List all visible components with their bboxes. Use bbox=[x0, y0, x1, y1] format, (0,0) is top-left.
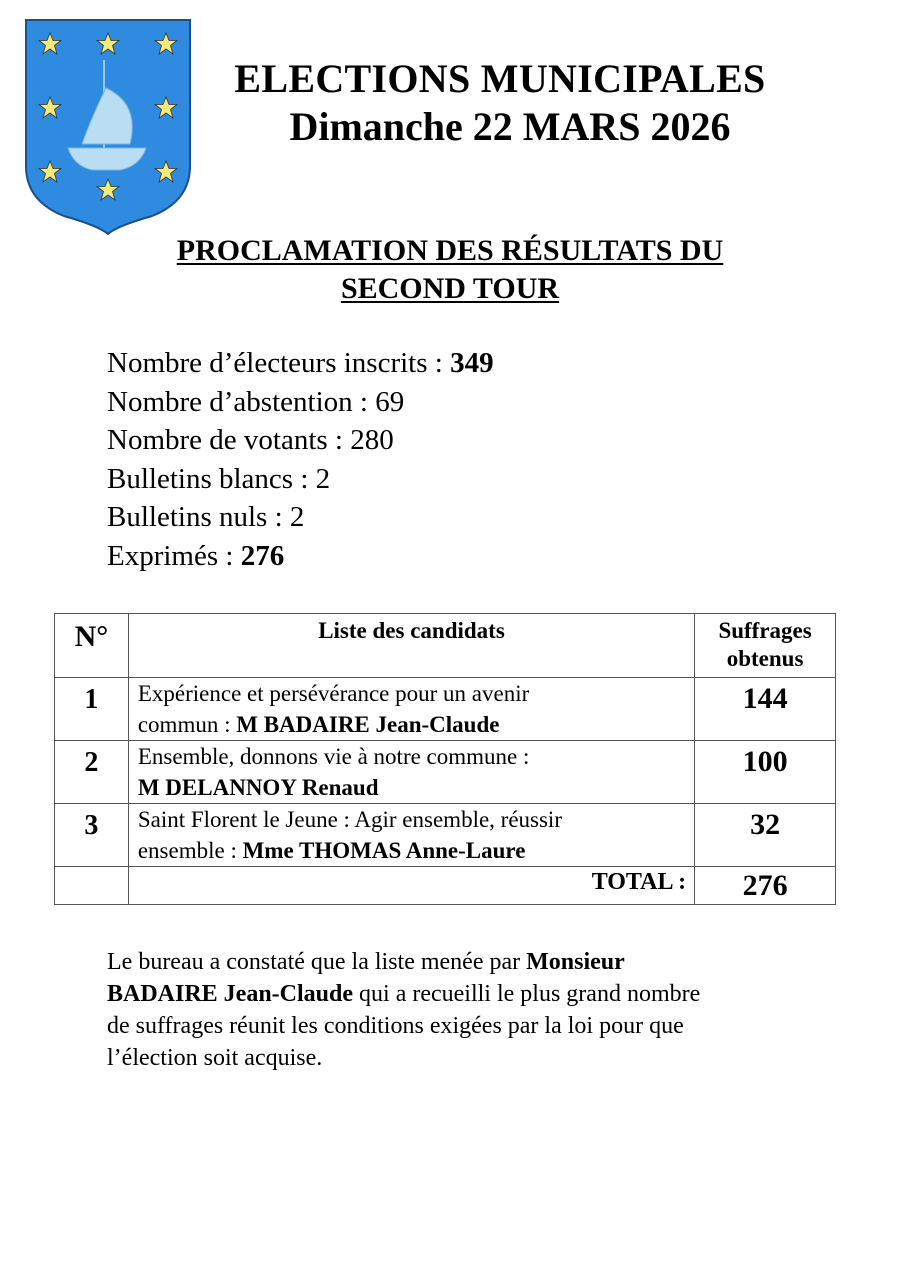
stat-votants: Nombre de votants : 280 bbox=[107, 424, 394, 456]
table-row bbox=[55, 678, 836, 741]
table-row bbox=[55, 741, 836, 804]
stat-abstention: Nombre d’abstention : 69 bbox=[107, 385, 405, 418]
row-votes: 100 bbox=[695, 741, 836, 804]
winner-name: BADAIRE Jean-Claude bbox=[107, 981, 354, 1007]
vote-statistics bbox=[107, 344, 494, 575]
row-number: 2 bbox=[55, 741, 129, 804]
results-table bbox=[54, 613, 836, 905]
election-date: Dimanche 22 MARS 2026 bbox=[289, 104, 731, 149]
stat-abstention-value: 69 bbox=[375, 385, 405, 418]
proclamation-heading bbox=[100, 232, 800, 308]
header-votes: Suffrages obtenus bbox=[695, 614, 836, 678]
row-votes: 144 bbox=[695, 678, 836, 741]
stat-votants-value: 280 bbox=[350, 424, 394, 456]
header-list: Liste des candidats bbox=[128, 614, 694, 678]
stat-exprimes-value: 276 bbox=[240, 539, 285, 572]
election-title: ELECTIONS MUNICIPALES bbox=[234, 56, 766, 101]
stat-nuls: Bulletins nuls : 2 bbox=[107, 501, 305, 533]
row-number: 1 bbox=[55, 678, 129, 741]
candidate-name: M DELANNOY Renaud bbox=[137, 775, 379, 800]
table-row bbox=[55, 804, 836, 867]
total-value: 276 bbox=[695, 867, 836, 905]
total-label: TOTAL : bbox=[128, 867, 694, 905]
stat-blancs: Bulletins blancs : 2 bbox=[107, 462, 331, 495]
stat-inscrits-value: 349 bbox=[450, 347, 494, 379]
row-votes: 32 bbox=[695, 804, 836, 867]
stat-exprimes: Exprimés : 276 bbox=[107, 539, 285, 572]
table-total-row bbox=[55, 867, 836, 905]
row-list: Expérience et persévérance pour un avenir commun : M BADAIRE Jean-Claude bbox=[128, 678, 694, 741]
stat-inscrits: Nombre d’électeurs inscrits : 349 bbox=[107, 347, 494, 379]
stat-nuls-value: 2 bbox=[289, 501, 305, 533]
proclamation-line2: SECOND TOUR bbox=[340, 272, 560, 305]
document-title bbox=[200, 56, 800, 152]
row-list: Ensemble, donnons vie à notre commune : M DELANNOY Renaud bbox=[128, 741, 694, 804]
total-empty-cell bbox=[55, 867, 129, 905]
row-list: Saint Florent le Jeune : Agir ensemble, réussir ensemble : Mme THOMAS Anne-Laure bbox=[128, 804, 694, 867]
candidate-name: Mme THOMAS Anne-Laure bbox=[242, 838, 526, 863]
proclamation-line1: PROCLAMATION DES RÉSULTATS DU bbox=[176, 234, 724, 267]
stat-blancs-value: 2 bbox=[315, 462, 331, 495]
table-header-row bbox=[55, 614, 836, 678]
header-number: N° bbox=[55, 614, 129, 678]
conclusion-paragraph: Le bureau a constaté que la liste menée par Monsieur BADAIRE Jean-Claude qui a recueilli le plus grand nombre de suffrages réunit les conditions exigées par la loi pour que l’élection soit acquise. bbox=[107, 949, 701, 1071]
municipal-crest-logo bbox=[22, 16, 194, 238]
candidate-name: M BADAIRE Jean-Claude bbox=[236, 712, 500, 737]
row-number: 3 bbox=[55, 804, 129, 867]
winner-title: Monsieur bbox=[526, 949, 625, 975]
